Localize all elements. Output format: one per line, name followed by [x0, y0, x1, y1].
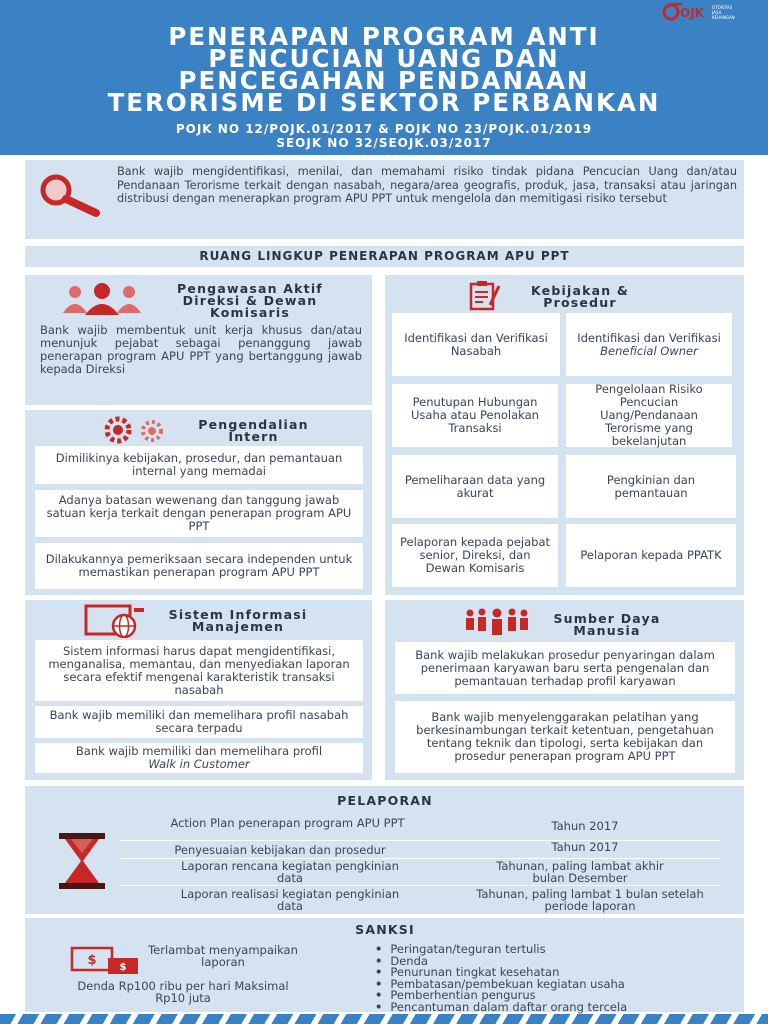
pengendalian-title: Pengendalian Intern: [198, 417, 309, 444]
kebijakan-cell: Penutupan Hubungan Usaha atau Penolakan Transaksi: [392, 384, 558, 447]
magnifier-icon: [38, 173, 104, 217]
list-item: • Pencantuman dalam daftar orang tercela: [375, 1002, 627, 1014]
hourglass-icon: [57, 833, 107, 889]
report-due: Tahun 2017: [551, 840, 619, 854]
list-item: • Pembatasan/pembekuan kegiatan usaha: [375, 979, 627, 991]
sanksi-title: SANKSI: [355, 922, 415, 937]
sanction-list: [375, 944, 627, 1013]
pengawasan-text: Bank wajib membentuk unit kerja khusus dan/atau menunjuk pejabat sebagai penanggung jawab penerapan program APU PPT yang bertanggung jawab kepada Direksi: [40, 323, 362, 376]
list-item: • Denda: [375, 956, 627, 968]
kebijakan-cell: Identifikasi dan Verifikasi Nasabah: [392, 313, 560, 376]
ojk-logo-icon: [662, 3, 708, 21]
kebijakan-title: Kebijakan & Prosedur: [531, 283, 629, 310]
sdm-title: Sumber Daya Manusia: [553, 611, 661, 638]
money-icon: [70, 944, 140, 976]
header-banner: [0, 0, 768, 155]
subtitle-line: SEOJK NO 32/SEOJK.03/2017: [276, 136, 492, 150]
list-item: • Pemberhentian pengurus: [375, 990, 627, 1002]
intro-text: Bank wajib mengidentifikasi, menilai, dan memahami risiko tindak pidana Pencucian Uang dan/atau Pendanaan Terorisme terkait dengan nasabah, negara/area geografis, produk, jasa, transaksi atau jaringan distribusi dengan menerapkan program APU PPT untuk mengelola dan memitigasi risiko tersebut: [117, 165, 737, 205]
pengendalian-item: Dimilikinya kebijakan, prosedur, dan pemantauan internal yang memadai: [35, 446, 363, 484]
list-item: • Penurunan tingkat kesehatan: [375, 967, 627, 979]
sim-item: Bank wajib memiliki dan memelihara profil nasabah secara terpadu: [35, 706, 363, 738]
report-item: Penyesuaian kebijakan dan prosedur: [174, 843, 386, 857]
kebijakan-cell: Identifikasi dan Verifikasi Beneficial Owner: [566, 313, 732, 376]
title-line: TERORISME DI SEKTOR PERBANKAN: [107, 88, 661, 117]
report-item: Laporan realisasi kegiatan pengkinian data: [180, 887, 400, 913]
computer-globe-icon: [84, 604, 146, 638]
fine-text: Denda Rp100 ribu per hari Maksimal Rp10 juta: [77, 979, 289, 1005]
kebijakan-cell: Pelaporan kepada PPATK: [566, 524, 736, 587]
sdm-item: Bank wajib menyelenggarakan pelatihan yang berkesinambungan terkait ketentuan, pengetahuan tentang teknik dan tipologi, serta kebijakan dan prosedur penerapan program APU PPT: [395, 701, 735, 773]
report-due: Tahun 2017: [551, 819, 619, 833]
gears-icon: [100, 416, 174, 444]
clipboard-icon: [468, 281, 502, 311]
svg-text:$: $: [87, 953, 97, 968]
logo-text: OJK: [680, 6, 704, 20]
list-item: • Peringatan/teguran tertulis: [375, 944, 627, 956]
late-report-text: Terlambat menyampaikan laporan: [148, 943, 298, 969]
kebijakan-cell: Pelaporan kepada pejabat senior, Direksi, dan Dewan Komisaris: [392, 524, 558, 587]
pengawasan-title: Pengawasan Aktif Direksi & Dewan Komisaris: [177, 281, 323, 320]
crowd-icon: [462, 607, 532, 637]
kebijakan-cell: Pemeliharaan data yang akurat: [392, 455, 558, 518]
sim-title: Sistem Informasi Manajemen: [168, 607, 308, 634]
kebijakan-cell: Pengkinian dan pemantauan: [566, 455, 736, 518]
people-group-icon: [57, 281, 147, 315]
title-line: PENCUCIAN UANG DAN: [208, 44, 560, 73]
report-item: Action Plan penerapan program APU PPT: [170, 816, 405, 830]
page-title: [0, 22, 768, 117]
page-subtitle: [0, 122, 768, 150]
subtitle-line: POJK NO 12/POJK.01/2017 & POJK NO 23/POJK.01/2019: [175, 122, 593, 136]
report-item: Laporan rencana kegiatan pengkinian data: [181, 859, 399, 885]
ojk-logo: [662, 3, 754, 21]
pengendalian-item: Dilakukannya pemeriksaan secara independen untuk memastikan penerapan program APU PPT: [35, 543, 363, 589]
sdm-item: Bank wajib melakukan prosedur penyaringan dalam penerimaan karyawan baru serta pengenalan dan pemantauan terhadap profil karyawan: [395, 642, 735, 694]
footer-stripe: [0, 1014, 768, 1024]
pengendalian-item: Adanya batasan wewenang dan tanggung jawab satuan kerja terkait dengan penerapan program APU PPT: [35, 490, 363, 537]
title-line: PENERAPAN PROGRAM ANTI: [168, 22, 600, 51]
sim-item: Sistem informasi harus dapat mengidentifikasi, menganalisa, memantau, dan menyediakan laporan secara efektif mengenai karakteristik transaksi nasabah: [35, 640, 363, 701]
logo-tagline: OTORITAS JASA KEUANGAN: [712, 4, 735, 20]
scope-banner: RUANG LINGKUP PENERAPAN PROGRAM APU PPT: [25, 246, 744, 267]
sim-item: Bank wajib memiliki dan memelihara profil Walk in Customer: [35, 743, 363, 773]
title-line: PENCEGAHAN PENDANAAN: [178, 66, 590, 95]
row-divider: [120, 885, 720, 886]
report-due: Tahunan, paling lambat akhir bulan Desember: [496, 859, 664, 885]
kebijakan-cell: Pengelolaan Risiko Pencucian Uang/Pendanaan Terorisme yang bekelanjutan: [566, 384, 732, 447]
svg-text:$: $: [119, 962, 127, 973]
pelaporan-title: PELAPORAN: [337, 793, 433, 808]
report-due: Tahunan, paling lambat 1 bulan setelah periode laporan: [476, 887, 704, 913]
